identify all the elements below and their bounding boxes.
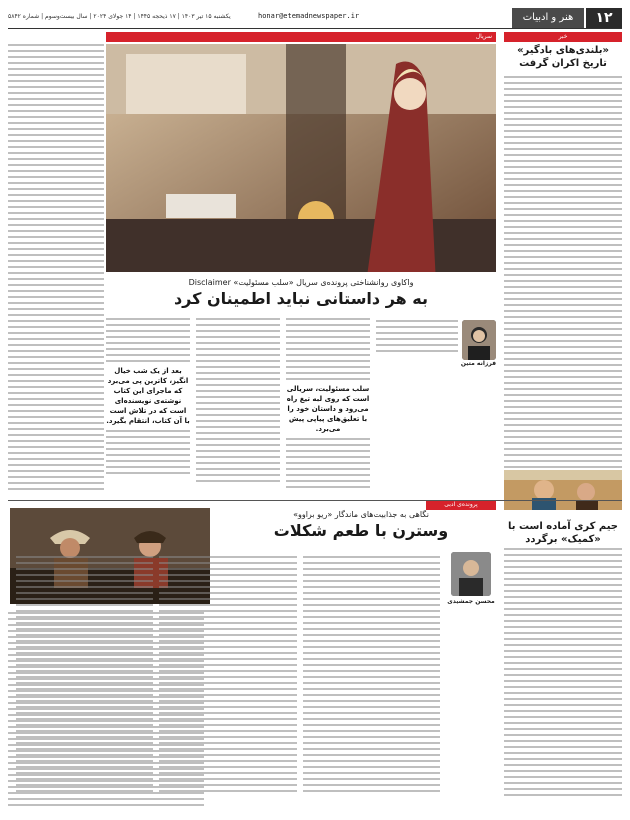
section-email[interactable]: honar@etemadnewspaper.ir <box>258 12 360 20</box>
main-story-kicker: واکاوی روانشناختی پرونده‌ی سریال «سلب مسئولیت» Disclaimer <box>188 278 414 287</box>
left-column-text <box>8 44 104 494</box>
second-story-kicker: نگاهی به جذابیت‌های ماندگار «ریو براوو» <box>293 510 429 519</box>
main-story-headline: به هر داستانی نباید اطمینان کرد <box>173 289 429 308</box>
serial-tag: سریال <box>106 32 496 42</box>
second-story-header <box>226 510 496 540</box>
pullquote-1: سلب مسئولیت، سریالی است که روی لبه تیغ راه می‌رود و داستان خود را با تعلیق‌های پیاپی پیش می‌برد. <box>286 385 370 433</box>
main-story-photo <box>106 44 496 272</box>
author-name: فرزانه متین <box>460 360 496 367</box>
jim-carrey-photo <box>504 470 622 510</box>
pullquote-2: بعد از یک شب خیال انگیز، کاترین پی می‌برد که ماجرای این کتاب نوشته‌ی نویسنده‌ای است که در تلاش است با آن کتاب، انتقام بگیرد. <box>106 367 190 425</box>
news-headline-bottom: جیم کری آماده است با «کمیک» برگردد <box>507 521 619 545</box>
section-label: هنر و ادبیات <box>512 8 584 28</box>
cinema-tag: پرونده‌ی ادبی <box>426 500 496 510</box>
left-bottom-text <box>8 612 204 812</box>
news-body-bottom <box>504 548 622 800</box>
page-header <box>8 8 622 29</box>
news-body-top <box>504 76 622 486</box>
right-news-column <box>504 44 622 490</box>
page-number: ۱۲ <box>586 8 622 28</box>
main-story-header <box>106 278 496 308</box>
news-tag: خبر <box>504 32 622 42</box>
second-story-headline: وسترن با طعم شکلات <box>273 521 449 540</box>
dateline: یکشنبه ۱۵ تیر ۱۴۰۳ | ۱۷ ذیحجه ۱۴۴۵ | ۱۴ جولای ۲۰۲۴ | سال بیست‌وسوم | شماره ۵۸۴۲ <box>8 13 231 20</box>
news-headline-top: «بلندی‌های بادگیر» تاریخ اکران گرفت <box>517 45 609 69</box>
main-story-body <box>106 318 496 496</box>
author-name-2: محسن جمشیدی <box>447 598 495 605</box>
